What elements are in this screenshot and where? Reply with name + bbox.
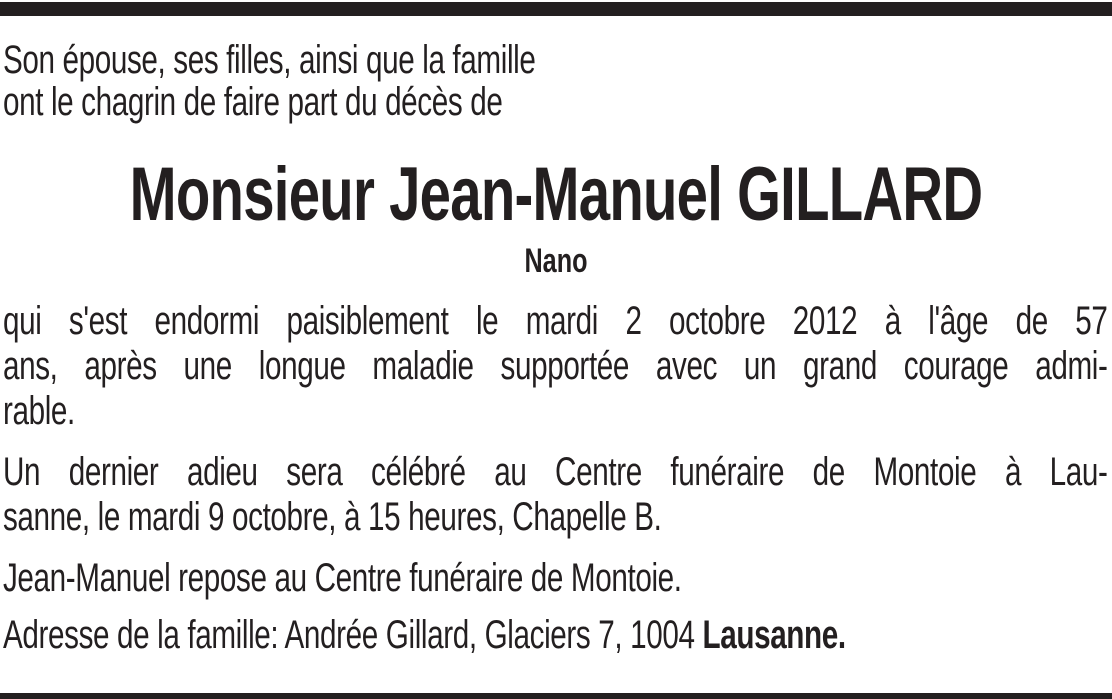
top-divider — [0, 2, 1112, 16]
paragraph-death-announcement — [0, 299, 1112, 434]
intro-line: ont le chagrin de faire part du décès de — [2, 80, 503, 124]
notice-body — [0, 16, 1112, 658]
paragraph-family-address — [0, 613, 1112, 658]
paragraph-line: sanne, le mardi 9 octobre, à 15 heures, Chapelle B. — [2, 495, 662, 539]
family-address-text: Adresse de la famille: Andrée Gillard, Glaciers 7, 1004 — [2, 613, 703, 657]
paragraph-line: ans, après une longue maladie supportée avec un grand courage admi- — [2, 344, 1108, 388]
paragraph-repose — [0, 556, 1112, 601]
intro-line: Son épouse, ses filles, ainsi que la famille — [2, 38, 536, 82]
deceased-nickname: Nano — [524, 242, 588, 280]
deceased-name-title: Monsieur Jean-Manuel GILLARD — [129, 152, 983, 237]
paragraph-line: Un dernier adieu sera célébré au Centre funéraire de Montoie à Lau- — [2, 450, 1108, 494]
paragraph-line: rable. — [2, 389, 75, 433]
paragraph-line — [3, 613, 1108, 658]
paragraph-line: qui s'est endormi paisiblement le mardi 2 octobre 2012 à l'âge de 57 — [2, 299, 1108, 343]
intro-block — [3, 39, 1112, 123]
family-address-city: Lausanne. — [702, 613, 846, 657]
paragraph-line: Jean-Manuel repose au Centre funéraire de Montoie. — [2, 556, 682, 600]
paragraph-ceremony — [0, 450, 1112, 540]
bottom-divider — [0, 693, 1112, 699]
